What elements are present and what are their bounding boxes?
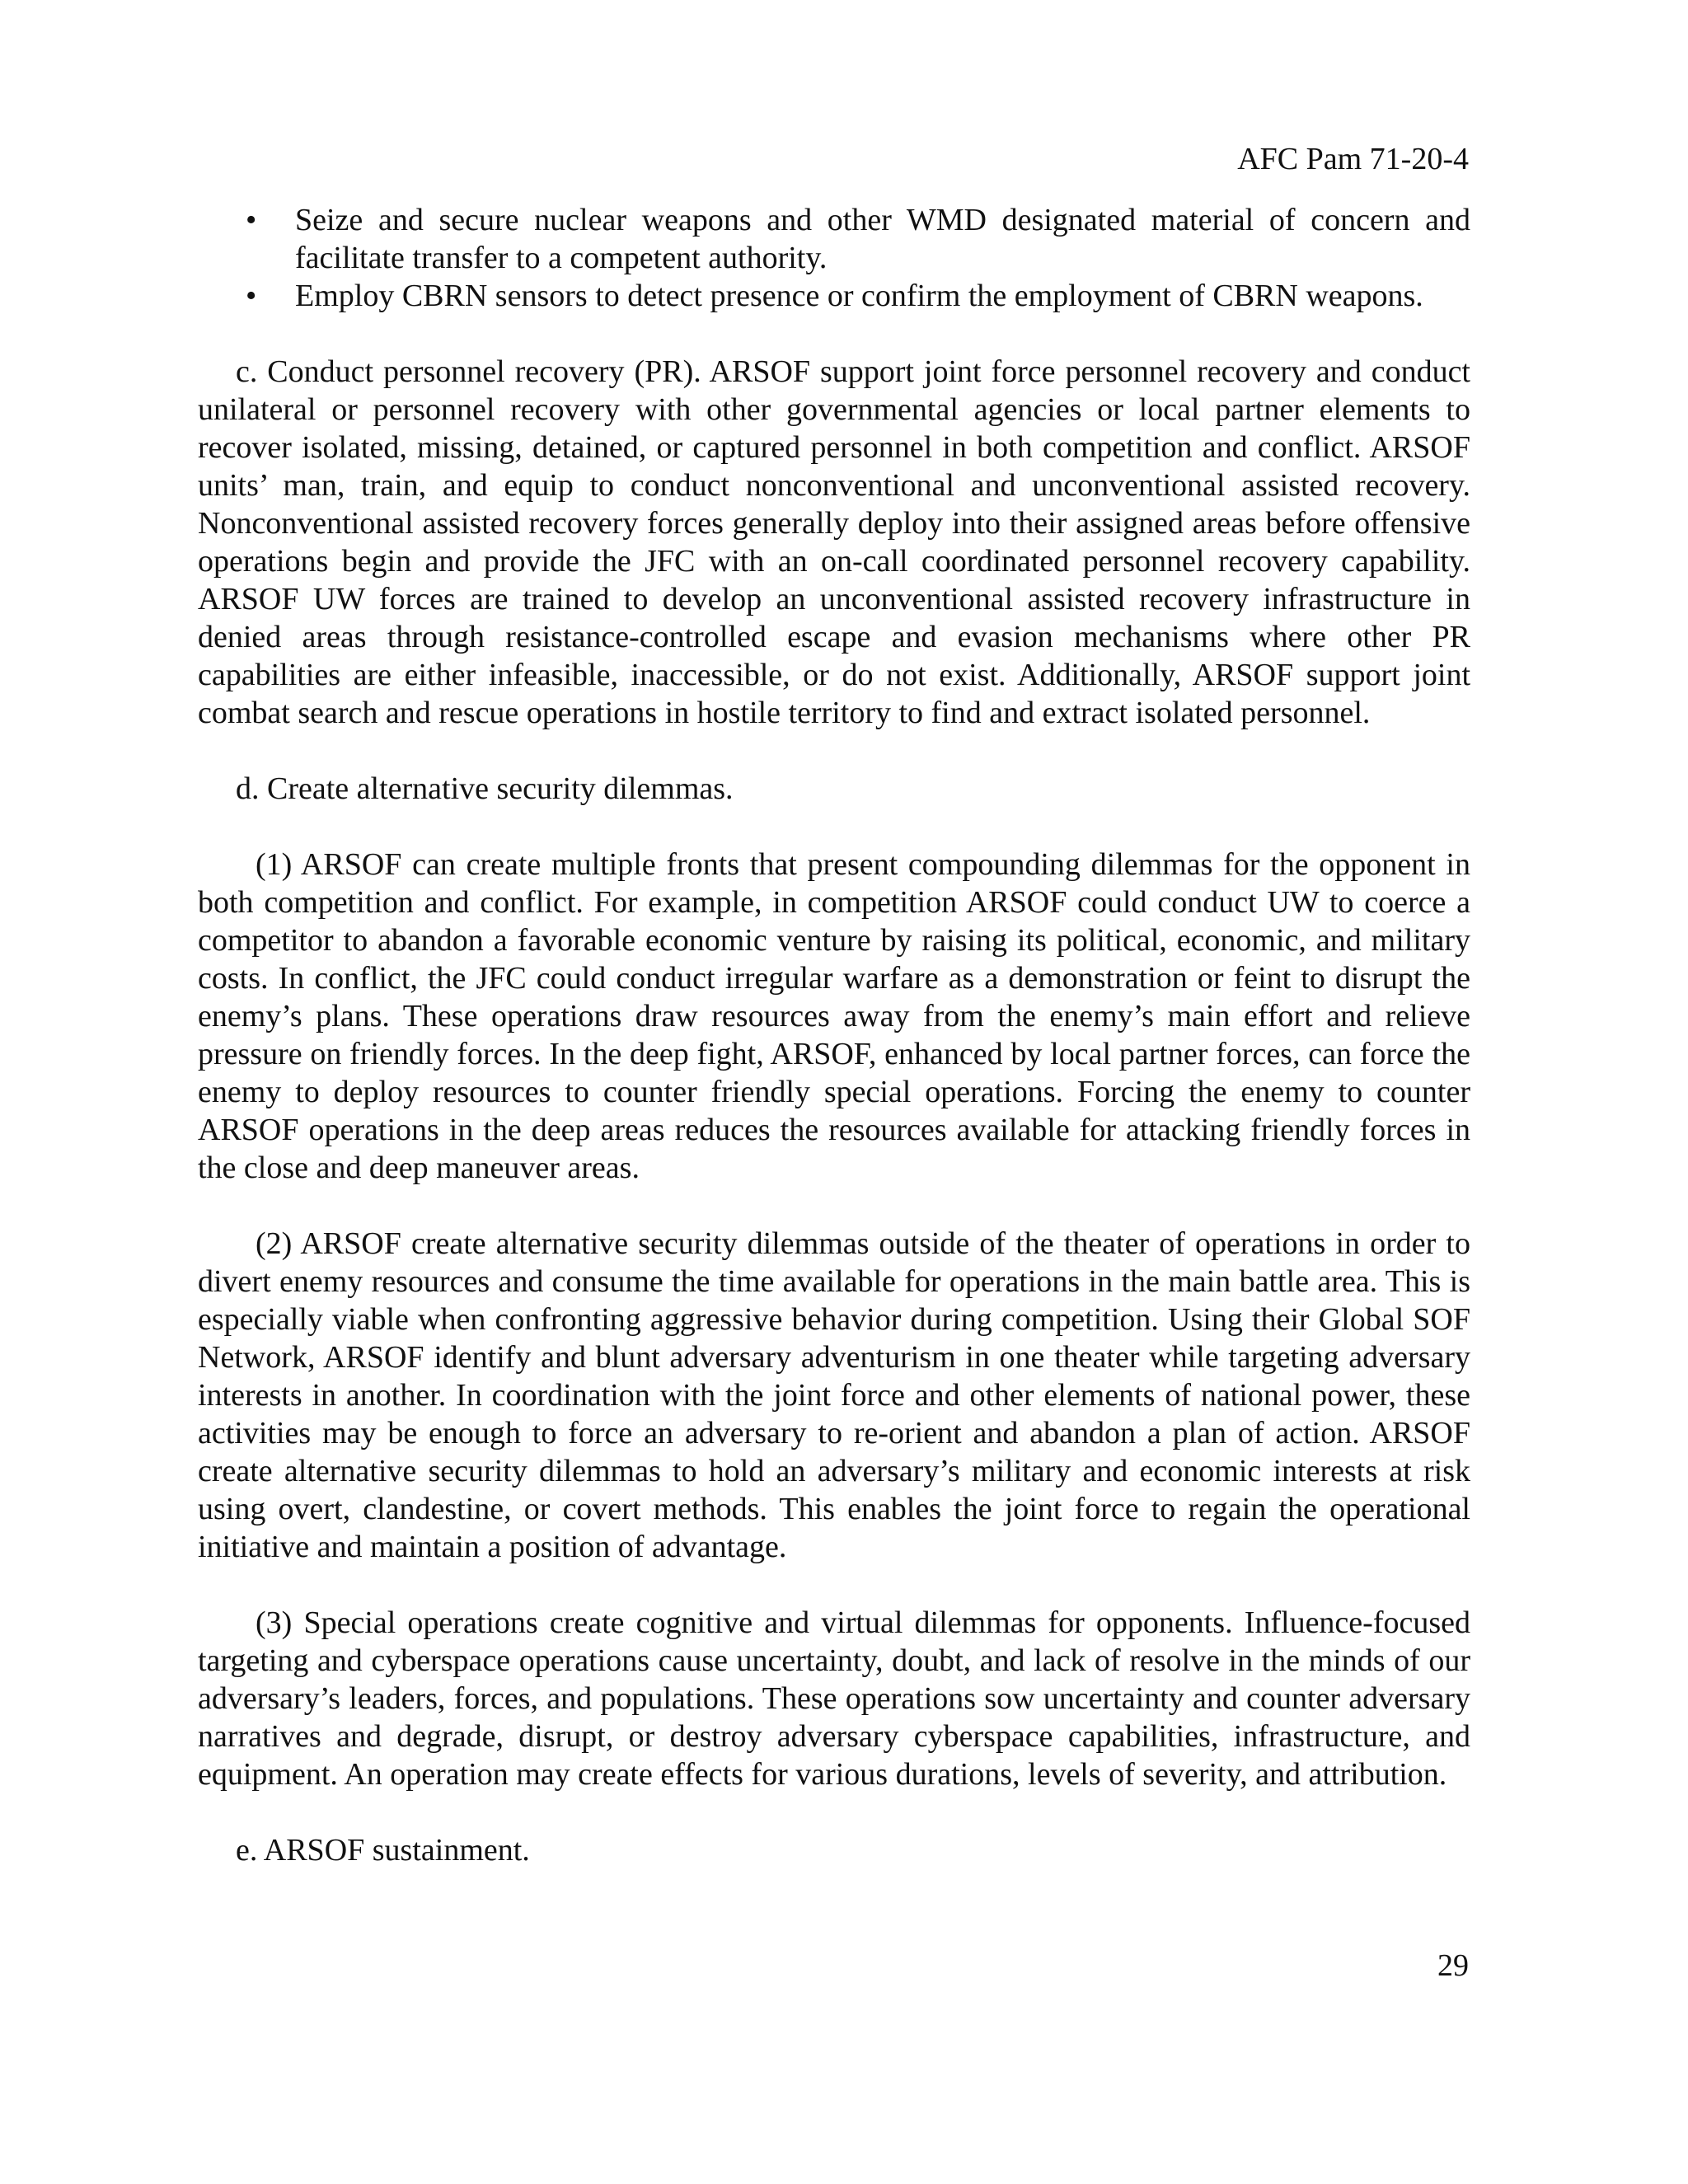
bullet-icon: • (246, 279, 257, 313)
section-heading-e: e. ARSOF sustainment. (236, 1833, 530, 1868)
paragraph-d1: (1) ARSOF can create multiple fronts that present compounding dilemmas for the opponent in both competition and conflict. For example, in competition ARSOF could conduct UW to coerce a competitor to abandon a favorable economic venture by raising its political, economic, and military costs. In conflict, the JFC could conduct irregular warfare as a demonstration or feint to disrupt the enemy’s plans. These operations draw resources away from the enemy’s main effort and relieve pressure on friendly forces. In the deep fight, ARSOF, enhanced by local partner forces, can force the enemy to deploy resources to counter friendly special operations. Forcing the enemy to counter ARSOF operations in the deep areas reduces the resources available for attacking friendly forces in the close and deep maneuver areas. (198, 847, 1470, 1185)
paragraph-spacer (198, 1566, 1470, 1604)
bullet-item (198, 277, 1470, 315)
bullet-item (198, 201, 1470, 277)
bullet-list (198, 201, 1470, 315)
paragraph-d3: (3) Special operations create cognitive and virtual dilemmas for opponents. Influence-focused targeting and cyberspace operations cause uncertainty, doubt, and lack of resolve in the minds of our adversary’s leaders, forces, and populations. These operations sow uncertainty and counter adversary narratives and degrade, disrupt, or destroy adversary cyberspace capabilities, infrastructure, and equipment. An operation may create effects for various durations, levels of severity, and attribution. (198, 1605, 1470, 1792)
paragraph-spacer (198, 808, 1470, 846)
paragraph-d2: (2) ARSOF create alternative security dilemmas outside of the theater of operations in order to divert enemy resources and consume the time available for operations in the main battle area. This is especially viable when confronting aggressive behavior during competition. Using their Global SOF Network, ARSOF identify and blunt adversary adventurism in one theater while targeting adversary interests in another. In coordination with the joint force and other elements of national power, these activities may be enough to force an adversary to re-orient and abandon a plan of action. ARSOF create alternative security dilemmas to hold an adversary’s military and economic interests at risk using overt, clandestine, or covert methods. This enables the joint force to regain the operational initiative and maintain a position of advantage. (198, 1226, 1470, 1564)
paragraph-c-personnel-recovery: c. Conduct personnel recovery (PR). ARSOF support joint force personnel recovery and conduct unilateral or personnel recovery with other governmental agencies or local partner elements to recover isolated, missing, detained, or captured personnel in both competition and conflict. ARSOF units’ man, train, and equip to conduct nonconventional and unconventional assisted recovery. Nonconventional assisted recovery forces generally deploy into their assigned areas before offensive operations begin and provide the JFC with an on-call coordinated personnel recovery capability. ARSOF UW forces are trained to develop an unconventional assisted recovery infrastructure in denied areas through resistance-controlled escape and evasion mechanisms where other PR capabilities are either infeasible, inaccessible, or do not exist. Additionally, ARSOF support joint combat search and rescue operations in hostile territory to find and extract isolated personnel. (198, 354, 1470, 730)
page-number: 29 (1437, 1948, 1469, 1983)
bullet-icon: • (246, 203, 257, 237)
paragraph-spacer (198, 1187, 1470, 1225)
bullet-text: Employ CBRN sensors to detect presence or confirm the employment of CBRN weapons. (295, 279, 1423, 313)
paragraph-spacer (198, 732, 1470, 770)
paragraph-spacer (198, 1793, 1470, 1831)
page-body (198, 201, 1470, 1869)
section-heading-d: d. Create alternative security dilemmas. (236, 771, 734, 806)
bullet-text: Seize and secure nuclear weapons and other WMD designated material of concern and facilitate transfer to a competent authority. (295, 203, 1470, 275)
document-id-header: AFC Pam 71-20-4 (1237, 142, 1469, 176)
paragraph-spacer (198, 315, 1470, 353)
